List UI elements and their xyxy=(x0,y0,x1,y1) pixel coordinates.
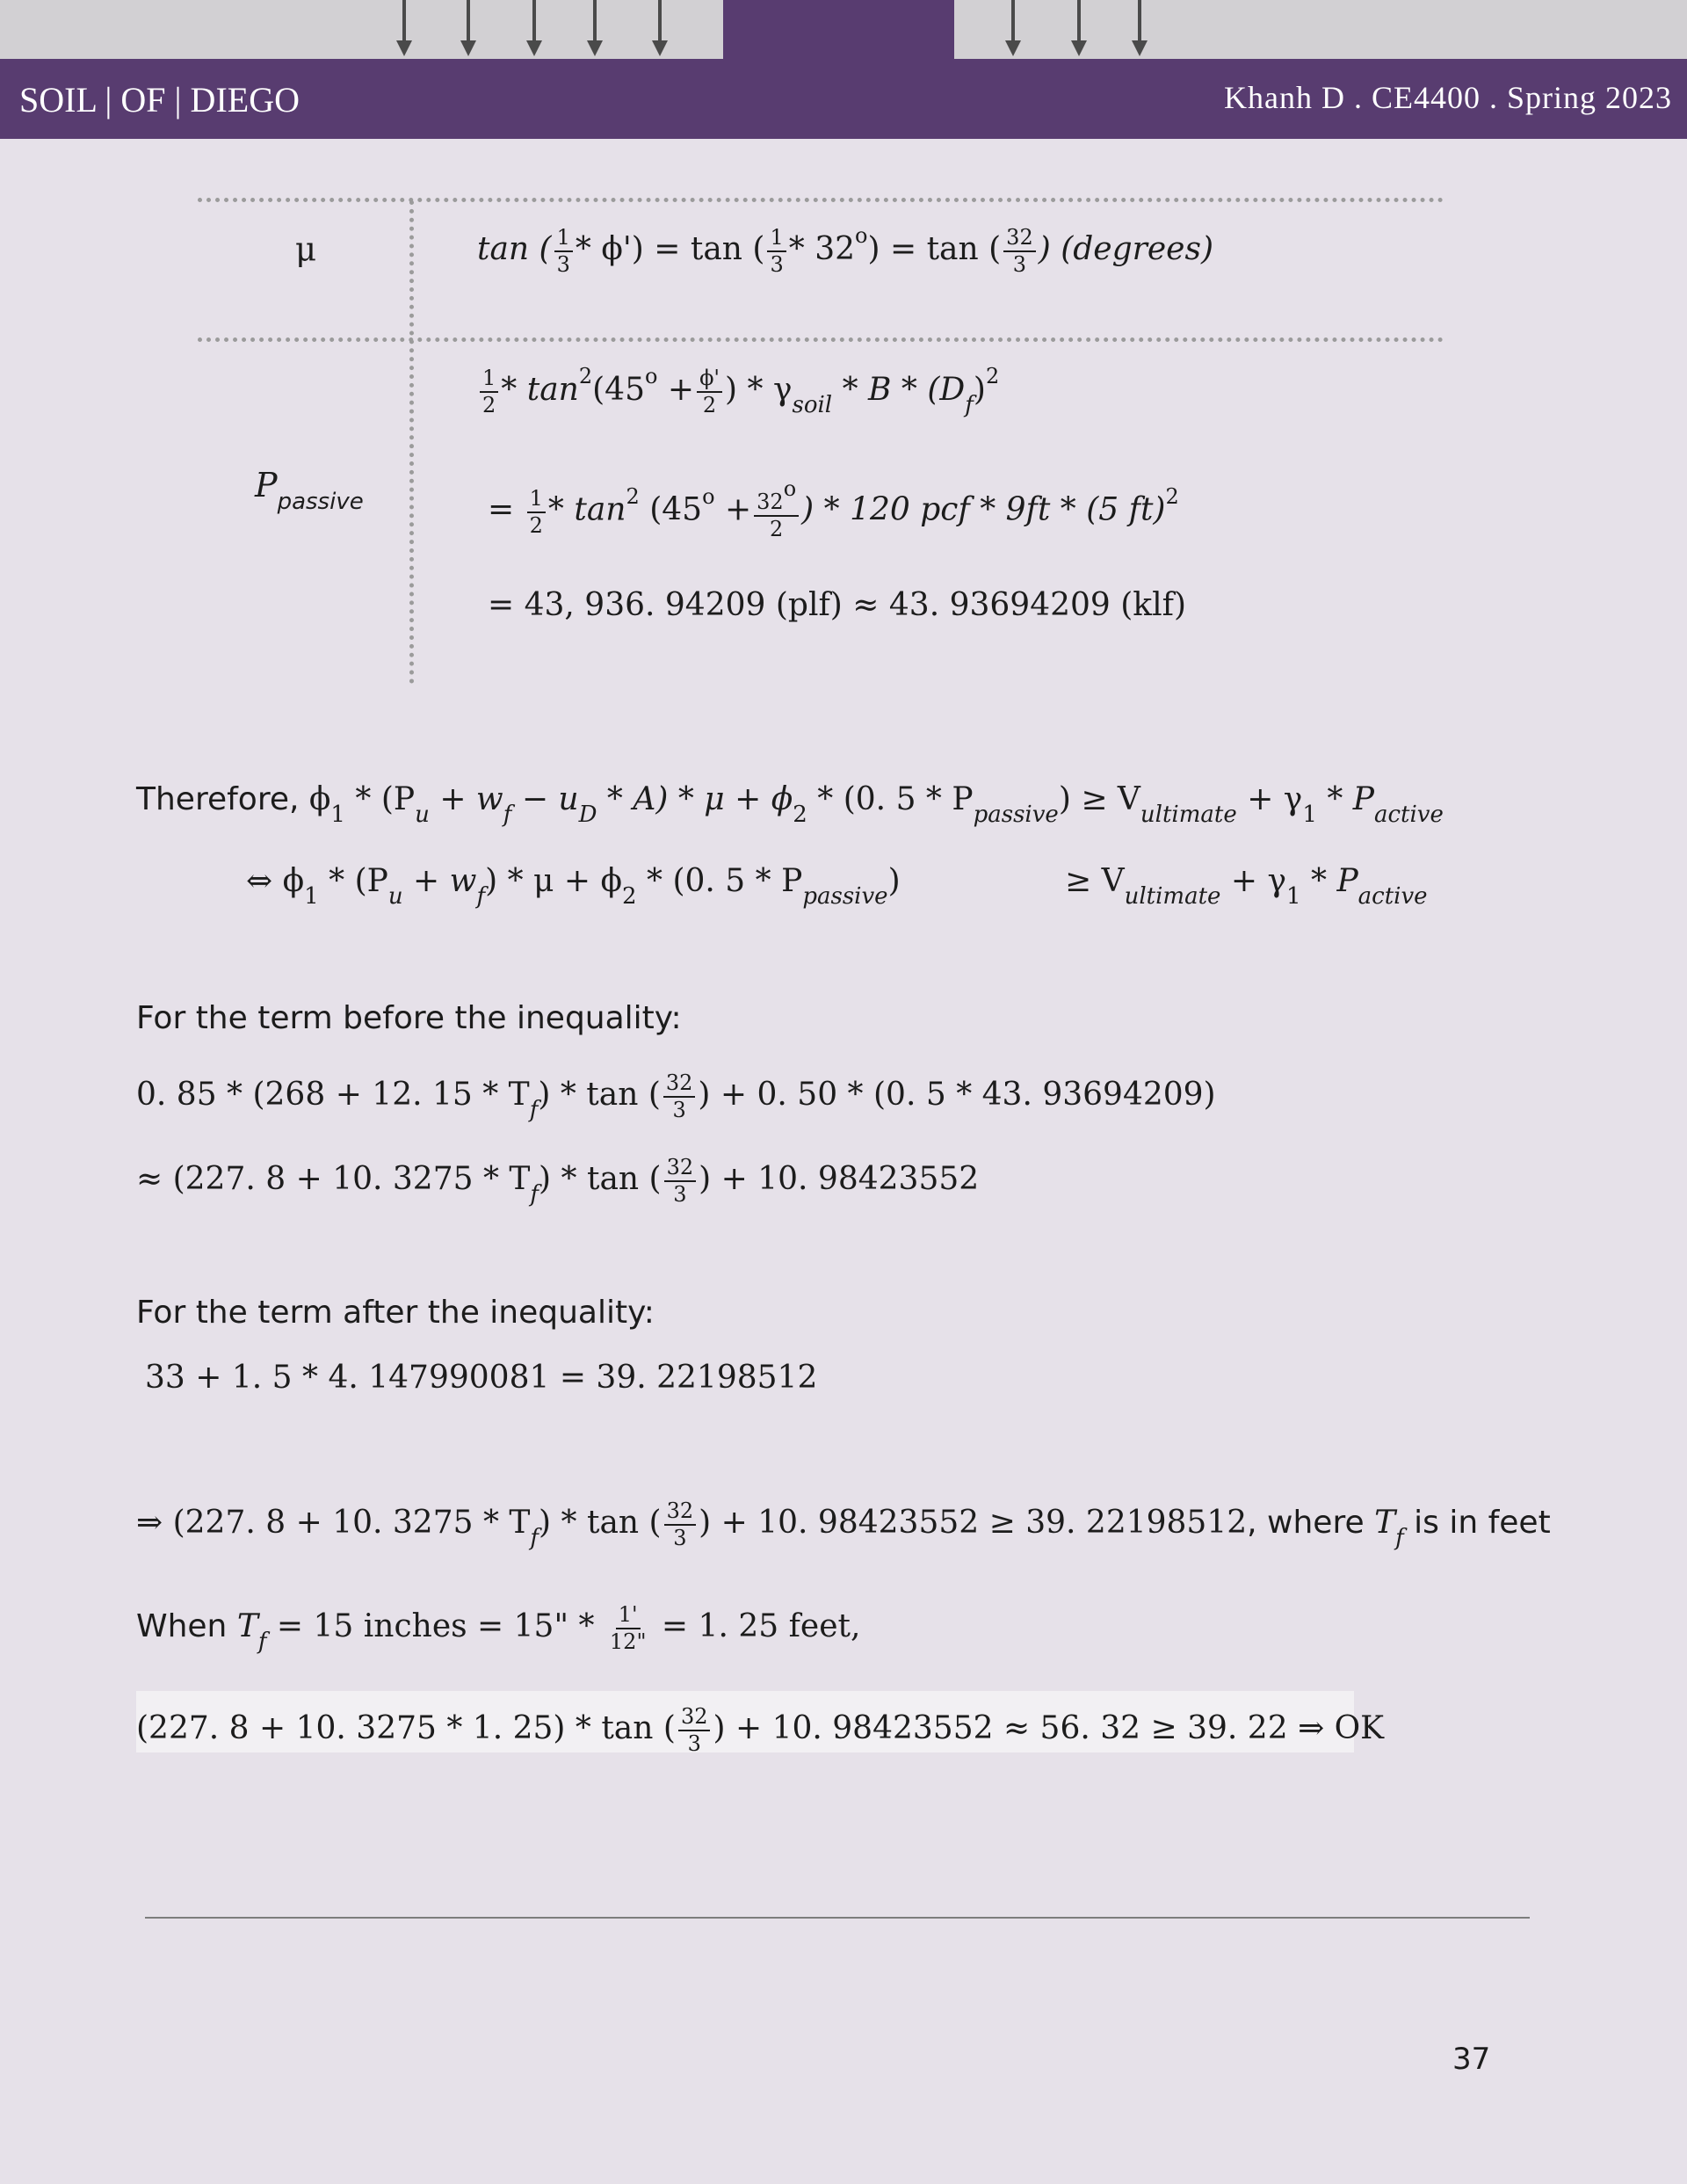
down-arrow-icon xyxy=(1070,0,1088,59)
page-number: 37 xyxy=(1452,2042,1491,2077)
down-arrow-icon xyxy=(525,0,543,59)
header-purple-tab xyxy=(723,0,954,59)
p-passive-label: $P_{passive}$ xyxy=(255,466,364,515)
down-arrow-icon xyxy=(395,0,413,59)
brand-title: SOIL | OF | DIEGO xyxy=(19,80,300,120)
table-column-divider xyxy=(409,200,414,684)
course-info: Khanh D . CE4400 . Spring 2023 xyxy=(1224,80,1672,115)
mu-label: μ xyxy=(295,230,317,268)
p-passive-result: = 43, 936. 94209 (plf) ≈ 43. 93694209 (klf) xyxy=(488,587,1187,623)
footer-rule xyxy=(145,1917,1530,1919)
after-term-line: 33 + 1. 5 * 4. 147990081 = 39. 22198512 xyxy=(145,1360,818,1396)
down-arrow-icon xyxy=(586,0,604,59)
p-passive-substitution: = $\frac{1}{2}$ * $\tan^2 (45^o$ + $\frac{32^o}{2}$ ) * 120 pcf * 9ft * (5 ft)$^2$ xyxy=(488,476,1179,542)
down-arrow-icon xyxy=(1004,0,1022,59)
down-arrow-icon xyxy=(460,0,477,59)
implication-line: ⇒ (227. 8 + 10. $3275 * T_f$) * tan ( $\frac{32}{3}$ ) + 10. 98423552 ≥ 39. 22198512, where $T_f$ is in feet xyxy=(136,1498,1551,1552)
down-arrow-icon xyxy=(1131,0,1148,59)
inequality-general: Therefore, $\phi_1 * (P_u + w_f - u_D * A) * \mu + \phi_2 * (0$. $5 * P_{passive}) \ge V_{ultimate} + \gamma_1 * P_{active}$ xyxy=(136,781,1444,828)
before-term-line1: 0. 85 * (268 + 12. $15 * T_f$) * tan ( $\frac{32}{3}$ ) + 0. 50 * (0. 5 * 43. 93694209) xyxy=(136,1070,1216,1124)
mu-formula: tan ( $\frac{1}{3}$ * ϕ') = tan ( $\frac{1}{3}$ * $32^o) = \tan$ ( $\frac{32}{3}$ ) (degrees) xyxy=(477,223,1213,278)
inequality-simplified-rhs: ≥ $V_{ultimate} + \gamma_1 * P_{active}$ xyxy=(1065,863,1428,910)
final-check-line: (227. 8 + 10. 3275 * 1. 25) * tan ( $\frac{32}{3}$ ) + 10. 98423552 ≈ 56. 32 ≥ 39. 22 ⇒ OK xyxy=(136,1704,1385,1757)
table-mid-rule xyxy=(198,337,1444,342)
before-inequality-label: For the term before the inequality: xyxy=(136,1000,682,1036)
down-arrow-icon xyxy=(651,0,669,59)
before-term-line2: ≈ (227. 8 + 10. $3275 * T_f$) * tan ( $\frac{32}{3}$ ) + 10. 98423552 xyxy=(136,1155,980,1208)
inequality-simplified: ⇔ $\phi_1 * (P_u + w_f) * \mu + \phi_2 * (0$. $5 * P_{passive}$) xyxy=(246,863,901,910)
when-line: When $T_f = 15$ inches = 15" * $\frac{1'}{12"}$ = 1. 25 feet, xyxy=(136,1602,861,1656)
p-passive-formula: $\frac{1}{2}$ * $\tan^2(45^o$ + $\frac{\phi'}{2}$ ) * $\gamma_{soil}$ * B * $(D_f)^2$ xyxy=(477,367,999,417)
after-inequality-label: For the term after the inequality: xyxy=(136,1295,655,1331)
table-top-rule xyxy=(198,198,1444,202)
